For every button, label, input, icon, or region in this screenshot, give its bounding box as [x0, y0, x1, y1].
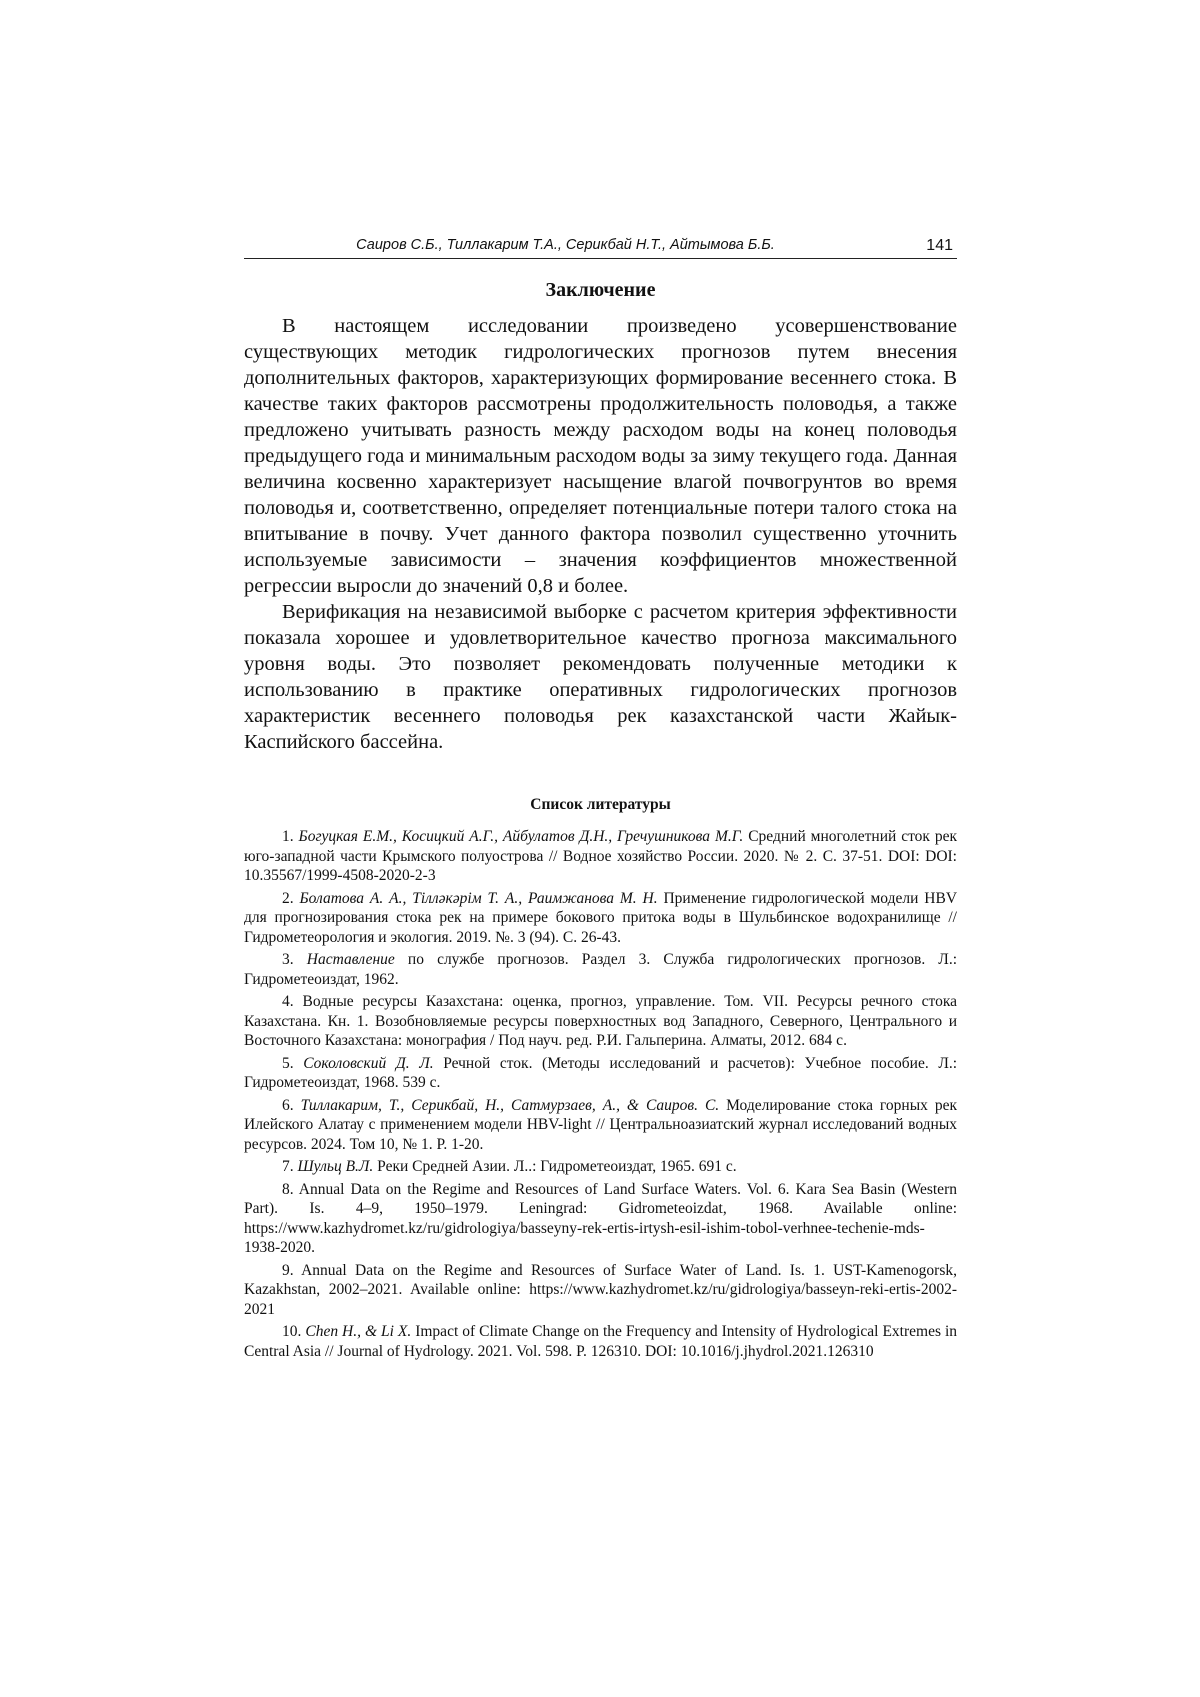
reference-text: Средний многолетний сток рек юго-западной части Крымского полуострова // Водное хозяйство России. 2020. № 2. С. 37-51. DOI: DOI: 10.35567/1999-4508-2020-2-3: [244, 828, 958, 884]
reference-item: [244, 889, 957, 948]
references-title: Список литературы: [530, 796, 671, 813]
running-header: [244, 236, 957, 259]
reference-authors: Chen H., & Li X.: [305, 1323, 412, 1340]
reference-item: [244, 950, 957, 989]
reference-item: [244, 827, 957, 886]
reference-number: 2.: [282, 889, 294, 907]
reference-number: 1.: [282, 828, 294, 845]
reference-item: [244, 1054, 957, 1093]
reference-list: [244, 827, 957, 1361]
reference-text: Моделирование стока горных рек Илейского Алатау с применением модели HBV-light // Центральноазиатский журнал исследований водных ресурсов. 2024. Том 10, № 1. P. 1-20.: [244, 1096, 957, 1153]
conclusion-title: Заключение: [545, 279, 656, 301]
reference-item: [244, 1322, 957, 1361]
reference-item: [244, 1180, 957, 1258]
reference-number: 5.: [282, 1054, 294, 1072]
page-number: 141: [926, 237, 953, 254]
conclusion-paragraph: В настоящем исследовании произведено усовершенствование существующих методик гидрологических прогнозов путем внесения дополнительных факторов, характеризующих формирование весеннего стока. В качестве таких факторов рассмотрены продолжительность половодья, а также предложено учитывать разность между расходом воды на конец половодья предыдущего года и минимальным расходом воды за зиму текущего года. Данная величина косвенно характеризует насыщение влагой почвогрунтов во время половодья и, соответственно, определяет потенциальные потери талого стока на впитывание в почву. Учет данного фактора позволил существенно уточнить используемые зависимости – значения коэффициентов множественной регрессии выросли до значений 0,8 и более.: [244, 315, 957, 597]
reference-number: 10.: [282, 1323, 302, 1340]
reference-authors: Болатова А. А., Тілләкәрім Т. А., Раимжанова М. Н.: [299, 889, 658, 907]
reference-number: 8.: [282, 1180, 294, 1198]
reference-text: Annual Data on the Regime and Resources of Surface Water of Land. Is. 1. UST-Kamenogorsk, Kazakhstan, 2002–2021. Available online: https://www.kazhydromet.kz/ru/gidrologiya/basseyn-reki-ertis-2002-2021: [244, 1261, 957, 1318]
header-authors: Саиров С.Б., Тиллакарим Т.А., Серикбай Н.Т., Айтымова Б.Б.: [356, 237, 775, 253]
reference-item: [244, 992, 957, 1051]
reference-item: [244, 1096, 957, 1155]
reference-number: 7.: [282, 1158, 294, 1175]
reference-authors: Шульц В.Л.: [297, 1158, 374, 1175]
conclusion-paragraph: Верификация на независимой выборке с расчетом критерия эффективности показала хорошее и удовлетворительное качество прогноза максимального уровня воды. Это позволяет рекомендовать полученные методики к использованию в практике оперативных гидрологических прогнозов характеристик весеннего половодья рек казахстанской части Жайык-Каспийского бассейна.: [244, 601, 957, 753]
reference-item: [244, 1157, 957, 1177]
reference-authors: Богуцкая Е.М., Косицкий А.Г., Айбулатов Д.Н., Гречушникова М.Г.: [298, 828, 744, 845]
reference-authors: Наставление: [306, 951, 395, 968]
reference-text: по службе прогнозов. Раздел 3. Служба гидрологических прогнозов. Л.: Гидрометеоиздат, 1962.: [244, 951, 958, 988]
reference-item: [244, 1261, 957, 1320]
reference-number: 9.: [282, 1261, 294, 1279]
reference-text: Применение гидрологической модели HBV для прогнозирования стока рек на примере бокового притока воды в Шульбинское водохранилище // Гидрометеорология и экология. 2019. №. 3 (94). С. 26-43.: [244, 889, 958, 946]
reference-authors: Тиллакарим, Т., Серикбай, Н., Сатмурзаев, А., & Саиров. С.: [300, 1096, 720, 1114]
reference-text: Речной сток. (Методы исследований и расчетов): Учебное пособие. Л.: Гидрометеоиздат, 1968. 539 с.: [244, 1054, 958, 1091]
reference-text: Реки Средней Азии. Л..: Гидрометеоиздат, 1965. 691 с.: [377, 1158, 737, 1175]
reference-text: Annual Data on the Regime and Resources of Land Surface Waters. Vol. 6. Kara Sea Basin (Western Part). Is. 4–9, 1950–1979. Leningrad: Gidrometeoizdat, 1968. Available online: https://www.kazhydromet.kz/ru/gidrologiya/basseyny-rek-ertis-irtysh-esil-ishim-tobol-verhnee-techenie-mds-1938-2020.: [244, 1180, 957, 1256]
reference-text: Impact of Climate Change on the Frequency and Intensity of Hydrological Extremes in Central Asia // Journal of Hydrology. 2021. Vol. 598. P. 126310. DOI: 10.1016/j.jhydrol.2021.126310: [244, 1323, 958, 1360]
reference-number: 6.: [282, 1096, 294, 1114]
reference-number: 3.: [282, 951, 294, 968]
reference-text: Водные ресурсы Казахстана: оценка, прогноз, управление. Том. VII. Ресурсы речного стока Казахстана. Кн. 1. Возобновляемые ресурсы поверхностных вод Западного, Северного, Центрального и Восточного Казахстана: монография / Под науч. ред. Р.И. Гальперина. Алматы, 2012. 684 с.: [244, 993, 957, 1049]
page-content: [244, 236, 957, 1364]
reference-number: 4.: [282, 993, 294, 1010]
reference-authors: Соколовский Д. Л.: [303, 1054, 434, 1072]
